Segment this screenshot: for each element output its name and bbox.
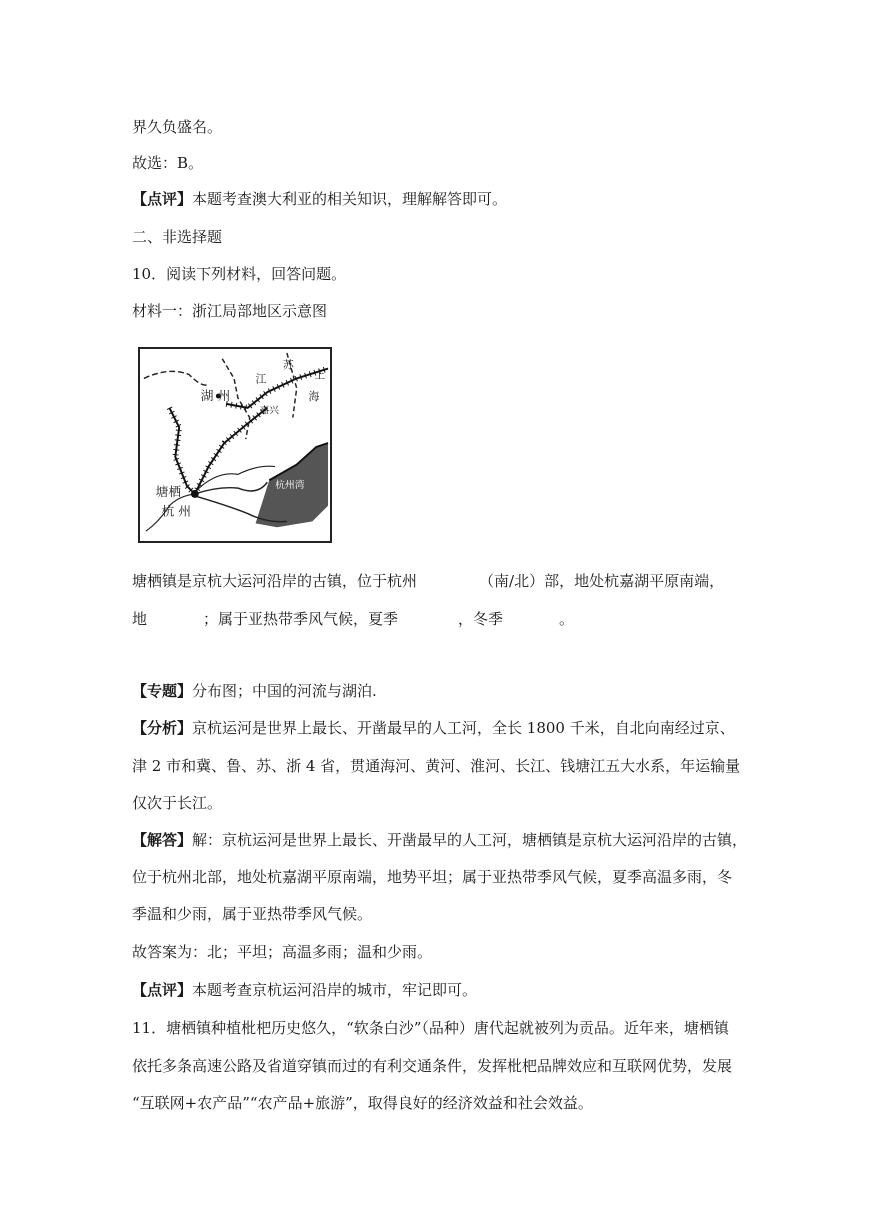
question-text-part: 塘栖镇是京杭大运河沿岸的古镇，位于杭州: [132, 572, 418, 590]
label-jiang: 江: [255, 372, 267, 386]
label-tangqi: 塘栖: [155, 484, 182, 500]
topic-tag: 【专题】: [132, 682, 193, 700]
solution-line: 季温和少雨，属于亚热带季风气候。: [132, 905, 373, 923]
question-text-part: （南/北）部，地处杭嘉湖平原南端，: [479, 572, 725, 590]
comment-line: [132, 188, 507, 210]
question-text-part: 。: [559, 610, 575, 628]
analysis-tag: 【分析】: [132, 719, 193, 737]
question-text: “互联网+农产品”“农产品+旅游”，取得良好的经济效益和社会效益。: [132, 1094, 593, 1112]
answer-line: 故答案为：北；平坦；高温多雨；温和少雨。: [132, 943, 433, 961]
analysis-line: 津 2 市和冀、鲁、苏、浙 4 省，贯通海河、黄河、淮河、长江、钱塘江五大水系，年运输量: [132, 757, 741, 775]
comment-text: 本题考查京杭运河沿岸的城市，牢记即可。: [192, 981, 478, 999]
section-heading: 二、非选择题: [132, 228, 223, 246]
comment-text: 本题考查澳大利亚的相关知识，理解解答即可。: [192, 190, 508, 208]
label-hangzhou: 杭 州: [161, 504, 192, 520]
label-bay: 杭州湾: [275, 480, 305, 492]
solution-line: 位于杭州北部，地处杭嘉湖平原南端，地势平坦；属于亚热带季风气候，夏季高温多雨，冬: [132, 868, 733, 886]
zhejiang-map: [138, 347, 332, 543]
label-shang: 上: [314, 368, 326, 382]
analysis-line: [132, 717, 735, 739]
solution-text: 解：京杭运河是世界上最长、开凿最早的人工河，塘栖镇是京杭大运河沿岸的古镇，: [192, 831, 748, 849]
comment-tag: 【点评】: [132, 190, 193, 208]
analysis-text: 京杭运河是世界上最长、开凿最早的人工河，全长 1800 千米，自北向南经过京、: [192, 719, 735, 737]
material-caption: 材料一：浙江局部地区示意图: [132, 302, 328, 320]
text-line: 界久负盛名。: [132, 118, 223, 136]
question-text: [132, 570, 724, 592]
question-text-part: ；属于亚热带季风气候，夏季: [203, 610, 399, 628]
question-text: 11．塘栖镇种植枇杷历史悠久，“软条白沙”（品种）唐代起就被列为贡品。近年来，塘栖镇: [132, 1019, 729, 1037]
solution-tag: 【解答】: [132, 831, 193, 849]
label-huzhou: 湖 州: [200, 388, 231, 404]
question-title: 10．阅读下列材料，回答问题。: [132, 265, 347, 283]
analysis-line: 仅次于长江。: [132, 794, 223, 812]
label-jiaxing: 嘉兴: [259, 405, 280, 417]
topic-line: [132, 680, 377, 702]
label-hai: 海: [308, 389, 320, 403]
question-text: [132, 608, 574, 630]
question-text-part: 地: [132, 610, 148, 628]
question-text: 依托多条高速公路及省道穿镇而过的有利交通条件，发挥枇杷品牌效应和互联网优势，发展: [132, 1057, 733, 1075]
label-su: 苏: [282, 358, 294, 372]
question-text-part: ，冬季: [458, 610, 504, 628]
comment-line: [132, 979, 477, 1001]
solution-line: [132, 829, 747, 851]
text-line: 故选：B。: [132, 154, 204, 172]
comment-tag: 【点评】: [132, 981, 193, 999]
topic-text: 分布图；中国的河流与湖泊.: [192, 682, 377, 700]
